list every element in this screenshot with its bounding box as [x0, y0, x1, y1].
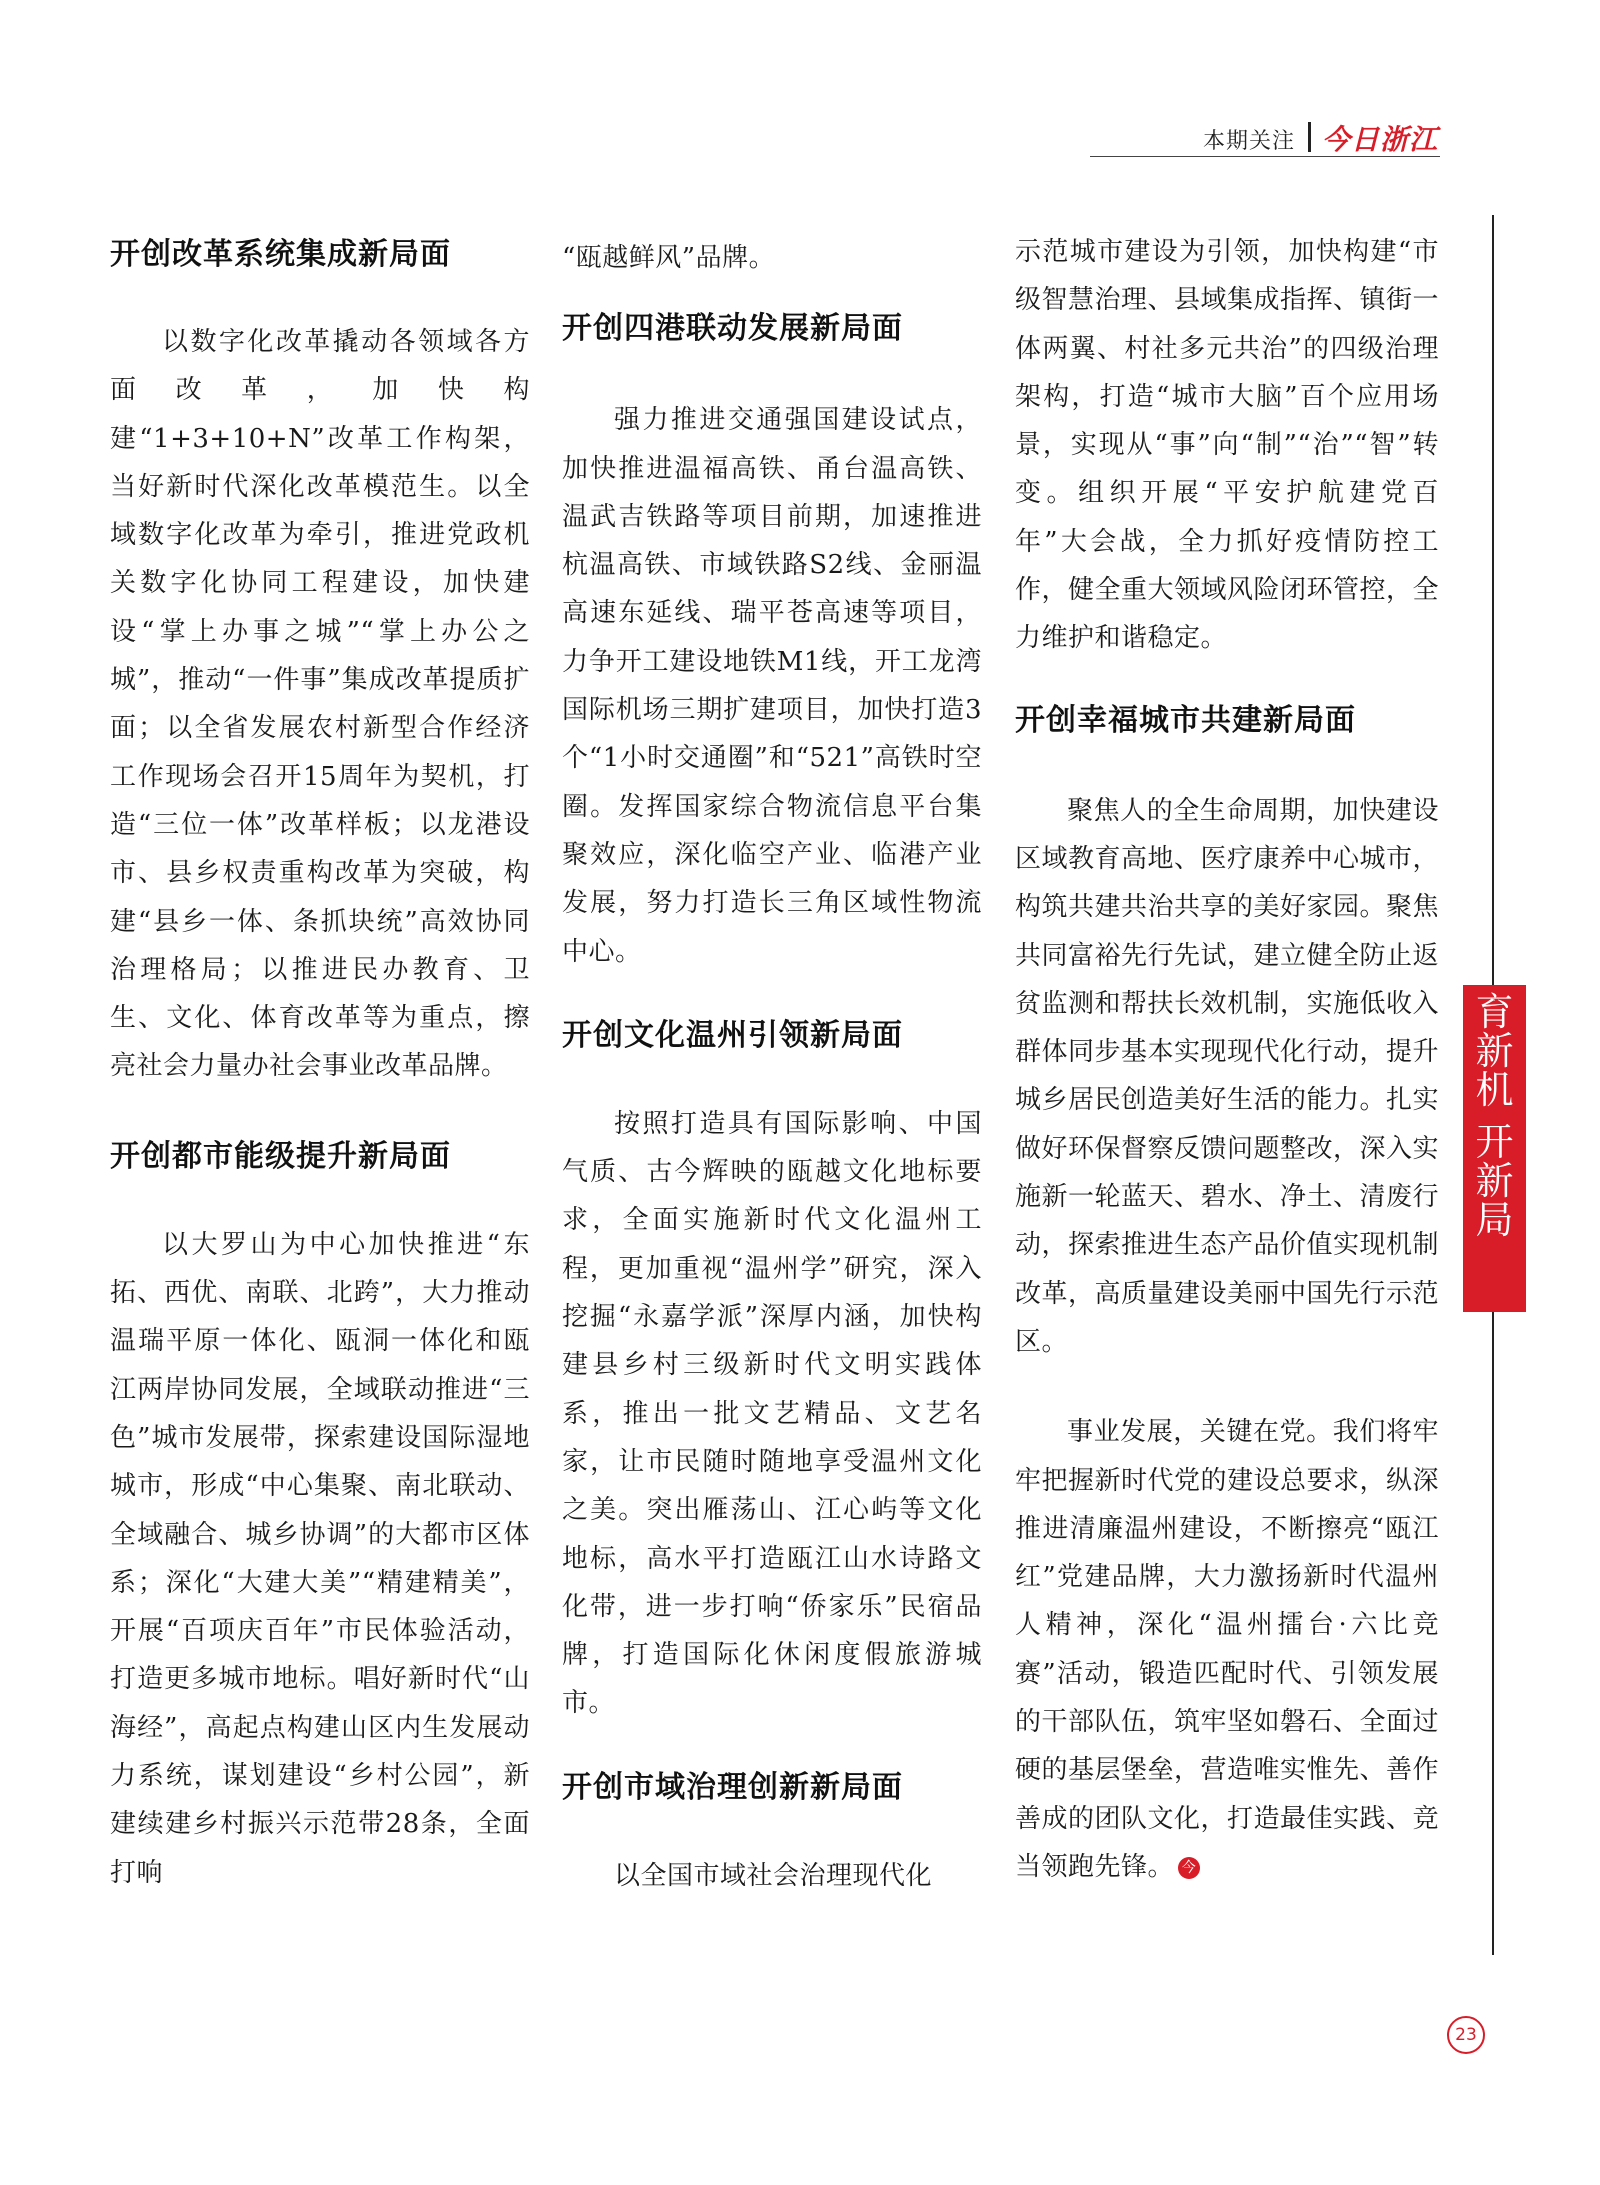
column-2	[562, 240, 982, 1900]
paragraph-happiness: 聚焦人的全生命周期，加快建设区域教育高地、医疗康养中心城市，构筑共建共治共享的美好家园。聚焦共同富裕先行先试，建立健全防止返贫监测和帮扶长效机制，实施低收入群体同步基本实现现代化行动，提升城乡居民创造美好生活的能力。扎实做好环保督察反馈问题整改，深入实施新一轮蓝天、碧水、净土、清废行动，探索推进生态产品价值实现机制改革，高质量建设美丽中国先行示范区。	[1015, 795, 1440, 1357]
column-1	[110, 235, 530, 1897]
side-banner-line-1: 育 新 机	[1475, 990, 1514, 1112]
paragraph-brand-continuation: “瓯越鲜风”品牌。	[562, 243, 776, 273]
side-banner-line-2: 开 新 局	[1475, 1120, 1514, 1242]
section-heading-metropolis: 开创都市能级提升新局面	[110, 1138, 451, 1174]
magazine-brand: 今日浙江	[1322, 123, 1439, 156]
paragraph-party-building	[1015, 1408, 1439, 1891]
section-heading-culture: 开创文化温州引领新局面	[562, 1017, 903, 1053]
section-heading-happiness: 开创幸福城市共建新局面	[1015, 702, 1356, 738]
paragraph-governance-continuation: 示范城市建设为引领，加快构建“市级智慧治理、县域集成指挥、镇街一体两翼、村社多元共治”的四级治理架构，打造“城市大脑”百个应用场景，实现从“事”向“制”“治”“智”转变。组织开展“平安护航建党百年”大会战，全力抓好疫情防控工作，健全重大领域风险闭环管控，全力维护和谐稳定。	[1015, 237, 1440, 654]
header-divider	[1308, 122, 1311, 152]
paragraph-ports: 强力推进交通强国建设试点，加快推进温福高铁、甬台温高铁、温武吉铁路等项目前期，加速推进杭温高铁、市域铁路S2线、金丽温高速东延线、瑞平苍高速等项目，力争开工建设地铁M1线，开工龙湾国际机场三期扩建项目，加快打造3个“1小时交通圈”和“521”高铁时空圈。发挥国家综合物流信息平台集聚效应，深化临空产业、临港产业发展，努力打造长三角区域性物流中心。	[562, 405, 982, 967]
paragraph-governance: 以全国市域社会治理现代化	[614, 1860, 933, 1891]
paragraph-reform: 以数字化改革撬动各领域各方面改革，加快构建“1+3+10+N”改革工作构架，当好新时代深化改革模范生。以全域数字化改革为牵引，推进党政机关数字化协同工程建设，加快建设“掌上办事之城”“掌上办公之城”，推动“一件事”集成改革提质扩面；以全省发展农村新型合作经济工作现场会召开15周年为契机，打造“三位一体”改革样板；以龙港设市、县乡权责重构改革为突破，构建“县乡一体、条抓块统”高效协同治理格局；以推进民办教育、卫生、文化、体育改革等为重点，擦亮社会力量办社会事业改革品牌。	[110, 327, 530, 1082]
paragraph-metropolis: 以大罗山为中心加快推进“东拓、西优、南联、北跨”，大力推动温瑞平原一体化、瓯洞一体化和瓯江两岸协同发展，全域联动推进“三色”城市发展带，探索建设国际湿地城市，形成“中心集聚、南北联动、全域融合、城乡协调”的大都市区体系；深化“大建大美”“精建精美”，开展“百项庆百年”市民体验活动，打造更多城市地标。唱好新时代“山海经”，高起点构建山区内生发展动力系统，谋划建设“乡村公园”，新建续建乡村振兴示范带28条，全面打响	[110, 1229, 530, 1888]
section-heading-reform: 开创改革系统集成新局面	[110, 237, 451, 272]
column-3	[1015, 236, 1439, 1891]
paragraph-party-building-text: 事业发展，关键在党。我们将牢牢把握新时代党的建设总要求，纵深推进清廉温州建设，不断擦亮“瓯江红”党建品牌，大力激扬新时代温州人精神，深化“温州擂台·六比竞赛”活动，锻造匹配时代、引领发展的干部队伍，筑牢坚如磐石、全面过硬的基层堡垒，营造唯实惟先、善作善成的团队文化，打造最佳实践、竞当领跑先锋。	[1015, 1417, 1440, 1882]
section-label: 本期关注	[1203, 129, 1296, 154]
section-heading-governance: 开创市域治理创新新局面	[562, 1769, 903, 1805]
paragraph-culture: 按照打造具有国际影响、中国气质、古今辉映的瓯越文化地标要求，全面实施新时代文化温州工程，更加重视“温州学”研究，深入挖掘“永嘉学派”深厚内涵，加快构建县乡村三级新时代文明实践体系，推出一批文艺精品、文艺名家，让市民随时随地享受温州文化之美。突出雁荡山、江心屿等文化地标，高水平打造瓯江山水诗路文化带，进一步打响“侨家乐”民宿品牌，打造国际化休闲度假旅游城市。	[562, 1108, 982, 1719]
side-banner	[1463, 985, 1526, 1312]
page-number: 23	[1447, 2016, 1485, 2054]
end-mark-icon: 今	[1178, 1857, 1200, 1879]
header-rule	[1090, 156, 1440, 157]
section-heading-ports: 开创四港联动发展新局面	[562, 311, 903, 347]
